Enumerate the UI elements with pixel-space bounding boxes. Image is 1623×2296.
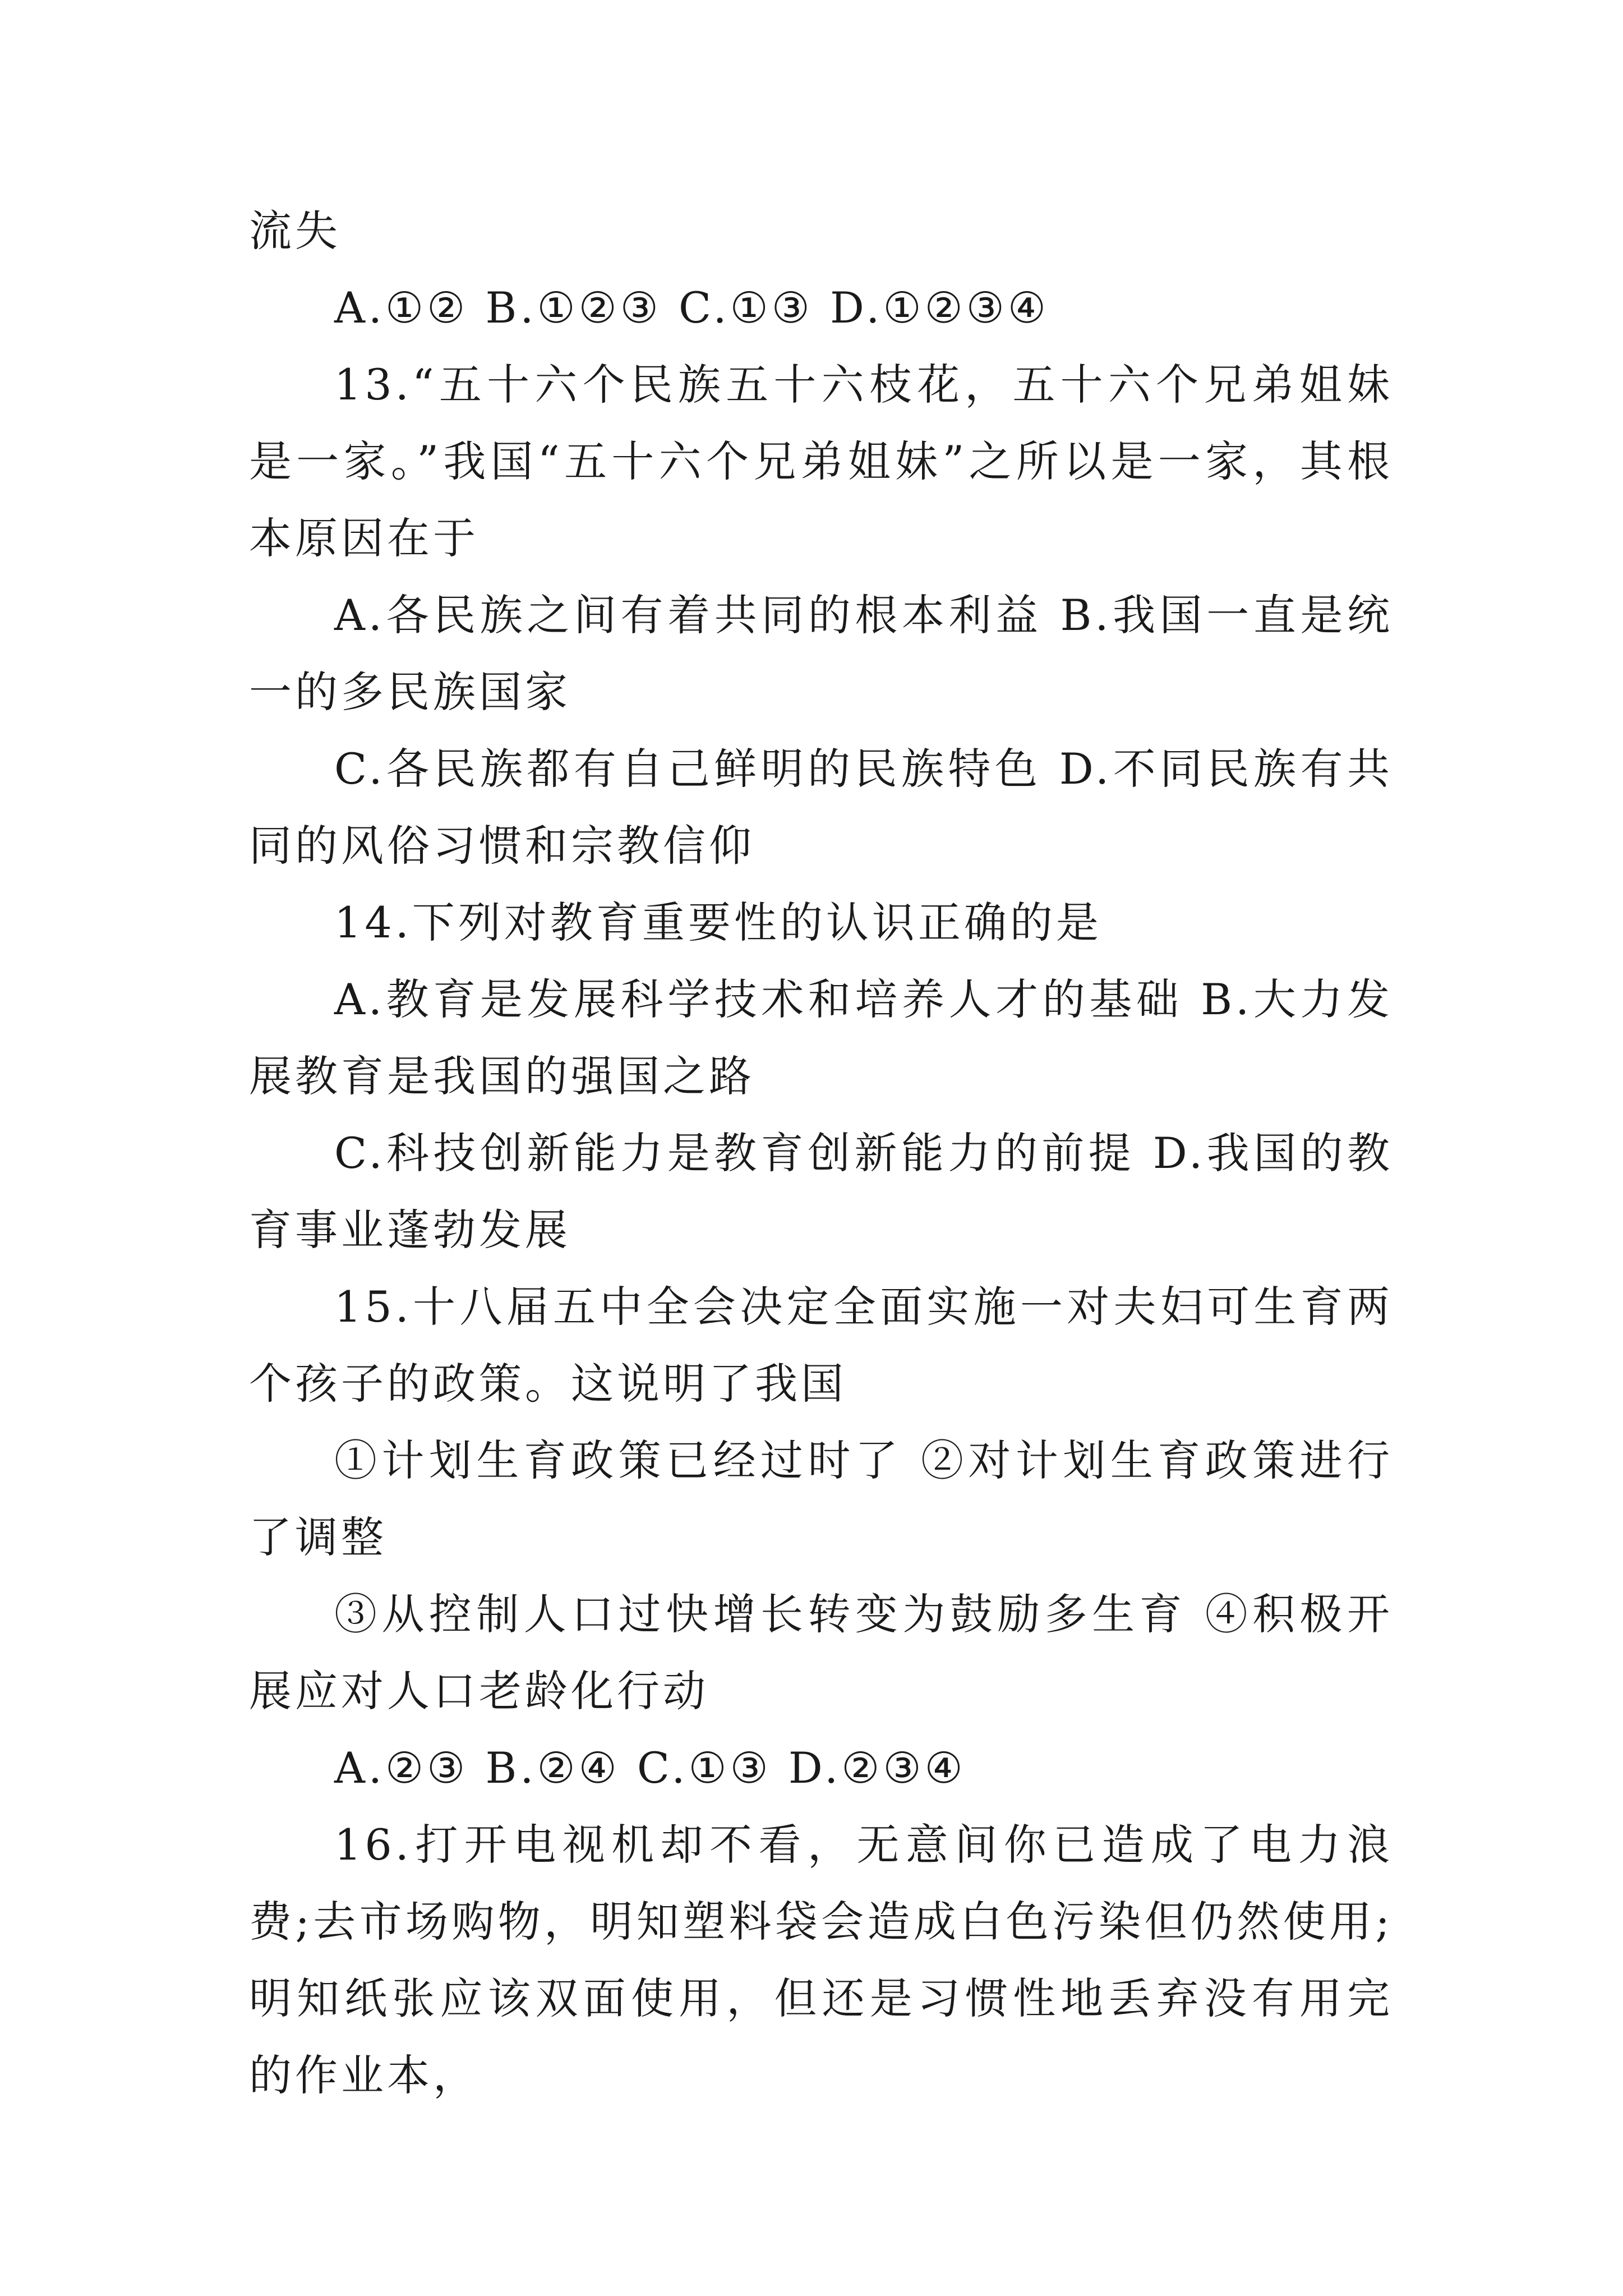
q13-question: 13.“五十六个民族五十六枝花，五十六个兄弟姐妹是一家。”我国“五十六个兄弟姐妹”之所以是一家，其根本原因在于 xyxy=(249,360,1393,563)
q14-question: 14.下列对教育重要性的认识正确的是 xyxy=(334,898,1102,947)
q14-options-ab: A.教育是发展科学技术和培养人才的基础 B.大力发展教育是我国的强国之路 xyxy=(249,974,1393,1101)
q15-statements-12: ①计划生育政策已经过时了 ②对计划生育政策进行了调整 xyxy=(249,1435,1393,1562)
q13-options-cd: C.各民族都有自己鲜明的民族特色 D.不同民族有共同的风俗习惯和宗教信仰 xyxy=(249,744,1393,871)
q15-statements-34: ③从控制人口过快增长转变为鼓励多生育 ④积极开展应对人口老龄化行动 xyxy=(249,1589,1393,1716)
q12-options: A.①② B.①②③ C.①③ D.①②③④ xyxy=(334,283,1049,333)
document-body xyxy=(249,192,1393,2114)
q16-question: 16.打开电视机却不看，无意间你已造成了电力浪费;去市场购物，明知塑料袋会造成白色污染但仍然使用;明知纸张应该双面使用，但还是习惯性地丢弃没有用完的作业本， xyxy=(249,1820,1393,2100)
q15-options: A.②③ B.②④ C.①③ D.②③④ xyxy=(334,1743,966,1793)
q15-question: 15.十八届五中全会决定全面实施一对夫妇可生育两个孩子的政策。这说明了我国 xyxy=(249,1282,1393,1409)
q13-options-ab: A.各民族之间有着共同的根本利益 B.我国一直是统一的多民族国家 xyxy=(249,590,1393,717)
q14-options-cd: C.科技创新能力是教育创新能力的前提 D.我国的教育事业蓬勃发展 xyxy=(249,1128,1393,1255)
paragraph-continuation: 流失 xyxy=(249,206,341,256)
